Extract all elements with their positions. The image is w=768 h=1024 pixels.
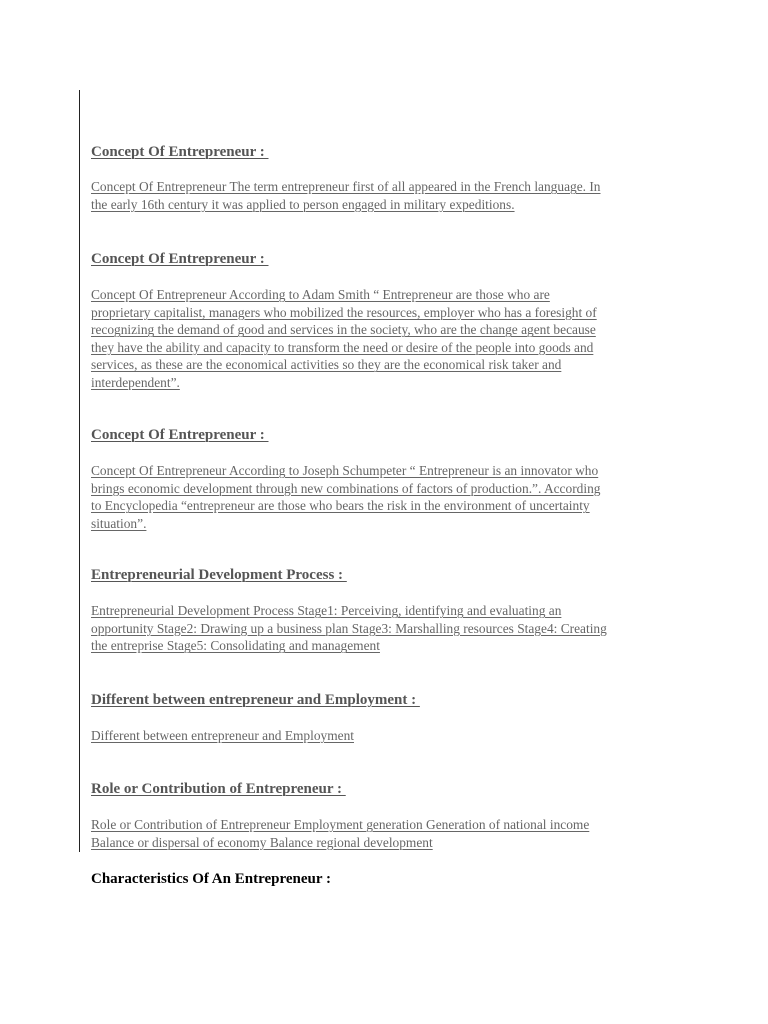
section-heading-link[interactable]: Concept Of Entrepreneur : xyxy=(91,427,269,443)
body-line: Concept Of Entrepreneur According to Adam Smith “ Entrepreneur are those who are xyxy=(91,287,550,302)
section-body-link[interactable] xyxy=(91,178,681,213)
body-line: Concept Of Entrepreneur The term entrepreneur first of all appeared in the French language. In xyxy=(91,179,601,194)
characteristics-heading: Characteristics Of An Entrepreneur : xyxy=(91,871,331,887)
section-role-contribution xyxy=(91,780,681,851)
section-body-link[interactable] xyxy=(91,286,681,392)
body-line: services, as these are the economical activities so they are the economical risk taker and xyxy=(91,357,562,373)
body-line: brings economic development through new combinations of factors of production.”. According xyxy=(91,480,601,496)
section-concept-3 xyxy=(91,426,681,532)
section-heading-link[interactable]: Concept Of Entrepreneur : xyxy=(91,251,269,267)
section-development-process xyxy=(91,566,681,655)
body-line: they have the ability and capacity to transform the need or desire of the people into goods and xyxy=(91,339,594,355)
body-line: opportunity Stage2: Drawing up a business plan Stage3: Marshalling resources Stage4: Creating xyxy=(91,620,607,636)
body-line: recognizing the demand of good and services in the society, who are the change agent because xyxy=(91,322,596,338)
body-line: Entrepreneurial Development Process Stage1: Perceiving, identifying and evaluating an xyxy=(91,603,562,618)
section-entrepreneur-vs-employment xyxy=(91,691,681,745)
section-body-link[interactable] xyxy=(91,816,681,851)
body-line: interdependent”. xyxy=(91,374,180,390)
section-body-link[interactable] xyxy=(91,727,681,745)
section-concept-2 xyxy=(91,250,681,392)
body-line: Balance or dispersal of economy Balance regional development xyxy=(91,834,433,850)
body-line: Different between entrepreneur and Employment xyxy=(91,728,354,743)
section-heading-link[interactable]: Role or Contribution of Entrepreneur : xyxy=(91,781,346,797)
section-concept-1 xyxy=(91,143,681,213)
body-line: situation”. xyxy=(91,515,147,531)
body-line: Role or Contribution of Entrepreneur Employment generation Generation of national income xyxy=(91,817,590,832)
section-heading-link[interactable]: Different between entrepreneur and Employment : xyxy=(91,692,420,708)
body-line: to Encyclopedia “entrepreneur are those who bears the risk in the environment of uncertainty xyxy=(91,498,590,514)
section-body-link[interactable] xyxy=(91,462,681,532)
body-line: the entreprise Stage5: Consolidating and management xyxy=(91,638,380,654)
body-line: Concept Of Entrepreneur According to Joseph Schumpeter “ Entrepreneur is an innovator who xyxy=(91,463,599,478)
left-margin-rule xyxy=(79,90,80,852)
body-line: the early 16th century it was applied to person engaged in military expeditions. xyxy=(91,196,515,212)
section-heading-link[interactable]: Entrepreneurial Development Process : xyxy=(91,567,347,583)
section-body-link[interactable] xyxy=(91,602,681,655)
section-heading-link[interactable]: Concept Of Entrepreneur : xyxy=(91,144,269,160)
body-line: proprietary capitalist, managers who mobilized the resources, employer who has a foresight of xyxy=(91,304,597,320)
